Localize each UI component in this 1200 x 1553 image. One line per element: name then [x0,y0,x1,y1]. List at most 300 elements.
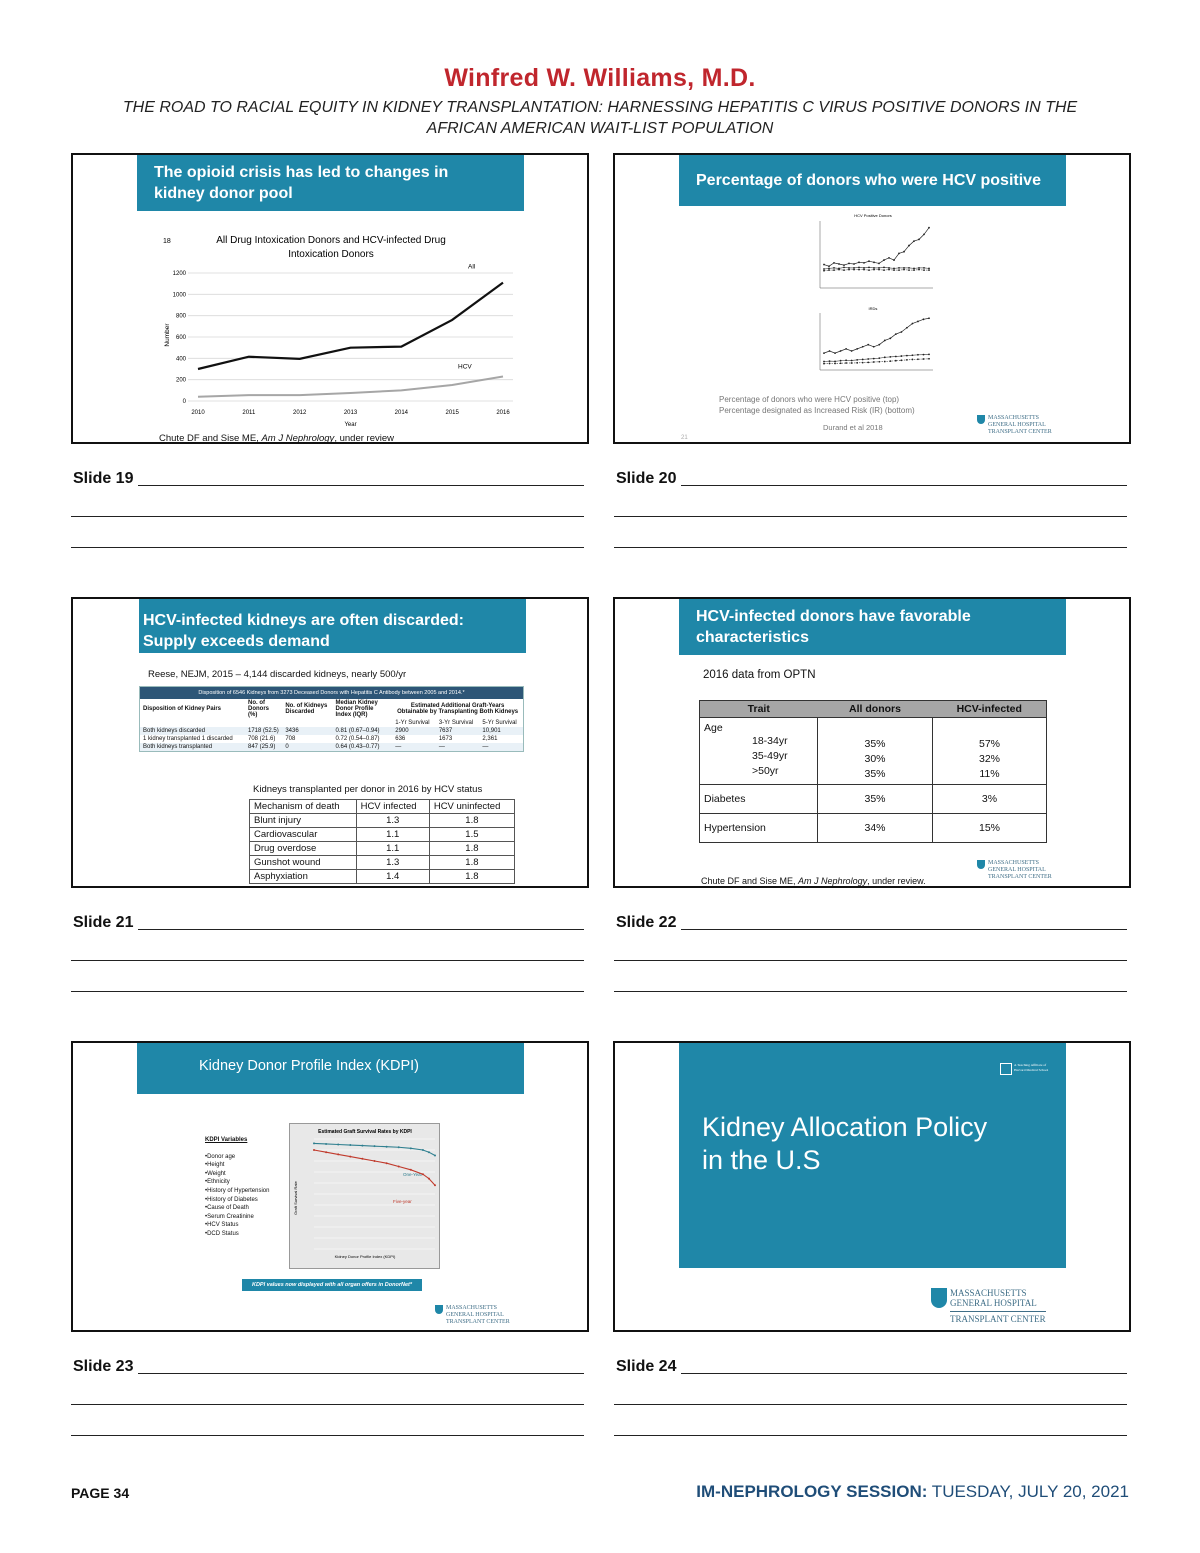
hcv-positive-point [833,269,835,271]
irds-point [862,359,864,361]
hcv-positive-point [903,269,905,271]
irds-point [867,358,869,360]
slide-23-label: Slide 23 [73,1358,134,1375]
hcv-positive-point [903,251,905,253]
x-tick-label: 2016 [496,410,510,416]
hcv-positive-point [918,269,920,271]
slide-22-label: Slide 22 [616,914,677,931]
irds-point [867,362,869,364]
age-group: 35-49yr [752,750,788,762]
kdpi-variable: •Weight [205,1170,226,1177]
age-hcv-value: 11% [979,768,1000,780]
table-header: Mechanism of death [250,800,357,814]
slide-24-title-line-1: Kidney Allocation Policy [702,1112,988,1142]
table-row [140,735,523,743]
series-point [313,1142,315,1144]
table-cell: 2,361 [482,736,498,742]
slide-21-label: Slide 21 [73,914,134,931]
slide-19-label: Slide 19 [73,470,134,487]
series-point [325,1143,327,1145]
irds-point [917,358,919,360]
age-label: Age [704,722,723,734]
hcv-positive-point [878,267,880,269]
hcv-positive-point [823,270,825,272]
table-cell: 0.72 (0.54–0.87) [335,736,380,742]
table-row [140,743,523,751]
table-cell: 35% [818,785,933,814]
age-hcv-value: 32% [978,753,1000,765]
hcv-positive-point [928,227,930,229]
slide-22-title [679,599,1066,655]
slide-19 [71,153,589,444]
table-cell: 1718 (52.5) [248,728,279,734]
y-tick-label: 200 [175,377,186,384]
irds-point [889,337,891,339]
series-point [386,1146,388,1148]
table-header: Disposition of Kidney Pairs [143,706,222,712]
hcv-positive-point [898,269,900,271]
hcv-positive-point [913,269,915,271]
citation-journal: Am J Nephrology [261,433,335,444]
table-cell: 7637 [438,728,453,734]
irds-point [873,361,875,363]
note-line [614,1435,1127,1436]
age-all-value: 30% [864,753,886,765]
hcv-positive-point [868,266,870,268]
table-header: Trait [700,701,818,718]
logo-line-2: GENERAL HOSPITAL [988,422,1046,428]
slide-21 [71,597,589,888]
series-point [349,1144,351,1146]
table-cell: 1.3 [356,814,429,828]
table-cell: 1.8 [429,814,514,828]
slide-20-citation: Durand et al 2018 [823,423,883,432]
note-line [138,485,584,486]
series-point [325,1151,327,1153]
table-cell: 2900 [395,728,409,734]
hcv-positive-point [923,269,925,271]
hcv-positive-point [828,269,830,271]
irds-point [889,356,891,358]
table-cell: 1.8 [429,842,514,856]
subtitle-line-1: THE ROAD TO RACIAL EQUITY IN KIDNEY TRANSPLANTATION: HARNESSING HEPATITIS C VIRUS POSITIVE DONORS IN THE [122,99,1078,116]
table-cell: — [395,744,402,750]
kdpi-variable: •History of Diabetes [205,1196,258,1203]
hcv-positive-point [928,269,930,271]
slide-21-title [139,599,526,653]
table-cell: 15% [933,814,1047,843]
irds-point [867,344,869,346]
irds-point [895,360,897,362]
table-cell [818,718,933,785]
irds-point [840,350,842,352]
slide-22 [613,597,1131,888]
hcv-positive-point [863,269,865,271]
table-cell: Both kidneys discarded [143,728,206,734]
citation-status: , under review [334,433,394,444]
table-cell: 1.1 [356,828,429,842]
table-row [250,856,515,870]
x-tick-label: 2014 [394,410,409,416]
age-all-value: 35% [864,768,886,780]
hcv-positive-point [908,267,910,269]
hcv-positive-point [853,267,855,269]
hcv-positive-point [913,240,915,242]
hcv-positive-point [893,268,895,270]
table-row [250,814,515,828]
irds-point [884,356,886,358]
note-line [71,547,584,548]
mgh-logo-large [931,1288,1046,1324]
slide-19-title-line-1: The opioid crisis has led to changes in [154,164,449,181]
table-cell: 1.4 [356,870,429,884]
mgh-shield-icon [977,415,985,424]
note-line [138,1373,584,1374]
harvard-affiliate-badge [1000,1063,1052,1075]
irds-point [829,363,831,365]
logo-line-1: MASSACHUSETTS [988,415,1040,421]
slide-20-page-mark: 21 [681,435,688,441]
series-label-five-year: Five-year [393,1199,412,1204]
hcv-positive-point [918,267,920,269]
slide-20-title: Percentage of donors who were HCV positive [679,155,1066,206]
slide-21-title-line-1: HCV-infected kidneys are often discarded: [143,612,464,629]
series-line-all [198,283,503,369]
series-point [434,1184,436,1186]
hcv-positive-point [863,262,865,264]
irds-point [873,358,875,360]
hcv-positive-point [858,261,860,263]
logo-line-2: GENERAL HOSPITAL [988,867,1046,873]
hcv-positive-point [883,269,885,271]
note-line [71,960,584,961]
table-cell: 1.1 [356,842,429,856]
table-cell [700,718,818,785]
irds-point [829,360,831,362]
chart-top-title: HCV Positive Donors [854,213,892,218]
hcv-positive-point [888,257,890,259]
hcv-positive-point [893,269,895,271]
series-label-one-year: One-Year [403,1172,423,1177]
table-cell: — [482,744,489,750]
age-group: 18-34yr [752,735,788,747]
table-header: HCV uninfected [429,800,514,814]
series-point [337,1144,339,1146]
age-group: >50yr [752,765,779,777]
table-cell: 708 (21.6) [248,736,276,742]
table-header: All donors [818,701,933,718]
kdpi-variable: •History of Hypertension [205,1187,270,1194]
slide-21-intro: Reese, NEJM, 2015 – 4,144 discarded kidneys, nearly 500/yr [148,669,407,680]
hcv-positive-point [858,266,860,268]
slide-23 [71,1041,589,1332]
table-cell: 3436 [285,728,299,734]
irds-point [856,359,858,361]
hcv-positive-point [863,267,865,269]
affiliate-text: A Teaching Affiliate of Harvard Medical School [1014,1063,1049,1072]
hcv-positive-point [853,269,855,271]
series-point [422,1173,424,1175]
logo-line-1: MASSACHUSETTS [950,1288,1027,1298]
table-header: HCV-infected [933,701,1047,718]
table-header: HCV infected [356,800,429,814]
table-cell: Blunt injury [250,814,357,828]
note-line [614,547,1127,548]
irds-point [923,358,925,360]
irds-point [829,350,831,352]
chart-number: 18 [163,238,171,245]
mgh-logo [977,415,1052,436]
table-cell: Drug overdose [250,842,357,856]
citation-authors: Chute DF and Sise ME, [159,433,262,444]
irds-point [923,318,925,320]
y-tick-label: 800 [175,313,186,320]
y-tick-label: 400 [175,356,186,363]
hcv-positive-point [868,269,870,271]
hcv-positive-point [898,267,900,269]
irds-point [862,362,864,364]
irds-point [823,363,825,365]
hcv-positive-point [843,264,845,266]
series-point [361,1158,363,1160]
hcv-positive-point [838,263,840,265]
note-line [71,516,584,517]
irds-point [873,346,875,348]
irds-point [895,356,897,358]
irds-point [834,360,836,362]
table-cell: 0 [285,744,289,750]
irds-point [840,360,842,362]
slide-20 [613,153,1131,444]
hcv-positive-point [928,268,930,270]
irds-point [917,354,919,356]
table-header: Estimated Additional Graft-Years Obtainable by Transplanting Both Kidneys [397,703,519,715]
irds-point [856,348,858,350]
hcv-positive-point [913,268,915,270]
irds-point [845,348,847,350]
irds-point [912,354,914,356]
y-tick-label: 600 [175,335,186,341]
table-cell: 847 (25.9) [248,744,276,750]
x-tick-label: 2015 [445,410,459,416]
table-cell: 3% [933,785,1047,814]
hcv-positive-point [898,252,900,254]
table-cell: Asphyxiation [250,870,357,884]
table-caption: Disposition of 6546 Kidneys from 3273 Deceased Donors with Hepatitis C Antibody between 2005 and 2014.* [140,687,523,699]
table-cell: 1.3 [356,856,429,870]
table-row [250,842,515,856]
irds-point [823,361,825,363]
series-point [374,1160,376,1162]
drug-intoxication-chart [73,155,589,444]
irds-point [912,359,914,361]
slide-22-title-line-2: characteristics [696,629,809,646]
hcv-positive-point [908,269,910,271]
hcv-positive-point [923,267,925,269]
table-cell [933,718,1047,785]
series-point [434,1155,436,1157]
hcv-positive-point [888,267,890,269]
citation-journal: Am J Nephrology [798,876,868,886]
irds-point [878,361,880,363]
kdpi-variables-title: KDPI Variables [205,1137,248,1143]
table-cell: 0.64 (0.43–0.77) [335,744,380,750]
kdpi-variable: •Donor age [205,1153,236,1160]
chart-xlabel: Kidney Donor Profile Index (KDPI) [334,1254,396,1259]
table-row [250,828,515,842]
irds-point [928,353,930,355]
table-cell: 0.81 (0.67–0.94) [335,728,380,734]
note-line [614,1404,1127,1405]
hcv-positive-point [843,269,845,271]
logo-line-3: TRANSPLANT CENTER [988,429,1052,435]
hcv-positive-point [828,268,830,270]
irds-point [917,321,919,323]
table-header: No. of Donors (%) [248,700,269,718]
citation-authors: Chute DF and Sise ME, [701,876,799,886]
hcv-positive-point [888,269,890,271]
slide-22-intro: 2016 data from OPTN [703,669,816,681]
hcv-positive-point [848,263,850,265]
hcv-positive-point [848,267,850,269]
hcv-positive-point [908,245,910,247]
hcv-positive-point [883,266,885,268]
note-line [614,516,1127,517]
irds-point [878,357,880,359]
logo-line-3: TRANSPLANT CENTER [950,1311,1046,1324]
logo-line-1: MASSACHUSETTS [446,1305,498,1311]
hcv-positive-point [828,265,830,267]
citation-status: , under review. [867,876,926,886]
mgh-shield-icon [435,1305,443,1314]
chart-title-line-2: Intoxication Donors [288,249,374,260]
table-row [140,727,523,735]
table-cell: 1.5 [429,828,514,842]
mgh-shield-icon [931,1288,947,1308]
hcv-positive-point [893,259,895,261]
logo-line-3: TRANSPLANT CENTER [988,874,1052,880]
hcv-positive-point [873,267,875,269]
author-name: Winfred W. Williams, M.D. [444,64,756,92]
slide-23-title: Kidney Donor Profile Index (KDPI) [137,1043,524,1094]
chart-bottom-title: IRDs [868,306,878,311]
table-row [700,785,1047,814]
slide-24-title-block [679,1043,1066,1268]
harvard-shield-icon [1000,1063,1012,1075]
irds-point [845,362,847,364]
slide-21-title-line-2: Supply exceeds demand [143,633,330,650]
kdpi-variable: •Height [205,1162,225,1169]
kdpi-note: KDPI values now displayed with all organ offers in DonorNet* [242,1279,422,1291]
series-point [386,1162,388,1164]
irds-point [834,363,836,365]
irds-point [884,340,886,342]
mgh-logo [435,1305,510,1326]
table-subheader: 5-Yr Survival [482,720,517,726]
kidneys-per-donor-table [249,799,515,884]
chart-title-line-1: All Drug Intoxication Donors and HCV-infected Drug [216,235,446,246]
slide-22-title-line-1: HCV-infected donors have favorable [696,608,971,625]
table-cell: 1673 [438,736,453,742]
session-date: TUESDAY, JULY 20, 2021 [927,1482,1129,1501]
series-point [361,1145,363,1147]
series-point [349,1156,351,1158]
irds-point [928,358,930,360]
irds-point [906,327,908,329]
series-point [428,1151,430,1153]
table-cell: 1.8 [429,870,514,884]
mgh-shield-icon [977,860,985,869]
irds-point [900,331,902,333]
table-cell: Both kidneys transplanted [143,744,213,750]
hcv-positive-point [848,269,850,271]
caption-line-2: Percentage designated as Increased Risk (IR) (bottom) [719,406,915,415]
series-point [374,1145,376,1147]
chart-title: Estimated Graft Survival Rates by KDPI [318,1129,412,1135]
table-cell: Gunshot wound [250,856,357,870]
irds-point [840,362,842,364]
hcv-positive-point [843,266,845,268]
slide-24-label: Slide 24 [616,1358,677,1375]
table-row [700,718,1047,785]
table-cell: Hypertension [700,814,818,843]
discarded-kidneys-table [139,686,524,752]
note-line [681,1373,1127,1374]
age-all-value: 35% [864,738,886,750]
hcv-positive-point [903,267,905,269]
series-point [337,1153,339,1155]
irds-point [834,352,836,354]
hcv-positive-point [833,262,835,264]
series-line [314,1150,435,1185]
kdpi-variable: •HCV Status [205,1222,239,1229]
series-point [422,1149,424,1151]
slide-22-citation [701,876,926,886]
session-name: IM-NEPHROLOGY SESSION: [696,1482,928,1501]
x-tick-label: 2011 [242,410,256,416]
y-tick-label: 1000 [172,292,186,299]
y-axis-label: Number [164,323,171,347]
caption-line-1: Percentage of donors who were HCV positive (top) [719,395,900,404]
hcv-positive-point [853,263,855,265]
irds-point [823,352,825,354]
table-cell: 1.8 [429,856,514,870]
series-point [398,1146,400,1148]
hcv-positive-point [833,267,835,269]
logo-line-2: GENERAL HOSPITAL [950,1298,1037,1308]
irds-point [862,346,864,348]
series-label: All [468,263,476,271]
kdpi-variable: •Cause of Death [205,1205,249,1212]
hcv-positive-point [873,261,875,263]
note-line [71,1404,584,1405]
series-point [428,1178,430,1180]
donor-traits-table [699,700,1047,843]
hcv-positive-point [923,234,925,236]
hcv-positive-point [883,259,885,261]
x-axis-label: Year [344,422,357,428]
table-row [700,814,1047,843]
slide-19-title-line-2: kidney donor pool [154,185,293,202]
logo-line-1: MASSACHUSETTS [988,860,1040,866]
note-line [681,485,1127,486]
chart-ylabel: Graft Survival Rate [293,1181,298,1215]
irds-point [851,362,853,364]
logo-line-2: GENERAL HOSPITAL [446,1312,504,1318]
hcv-positive-point [878,263,880,265]
session-info [696,1482,1129,1502]
series-label: HCV [458,363,472,371]
